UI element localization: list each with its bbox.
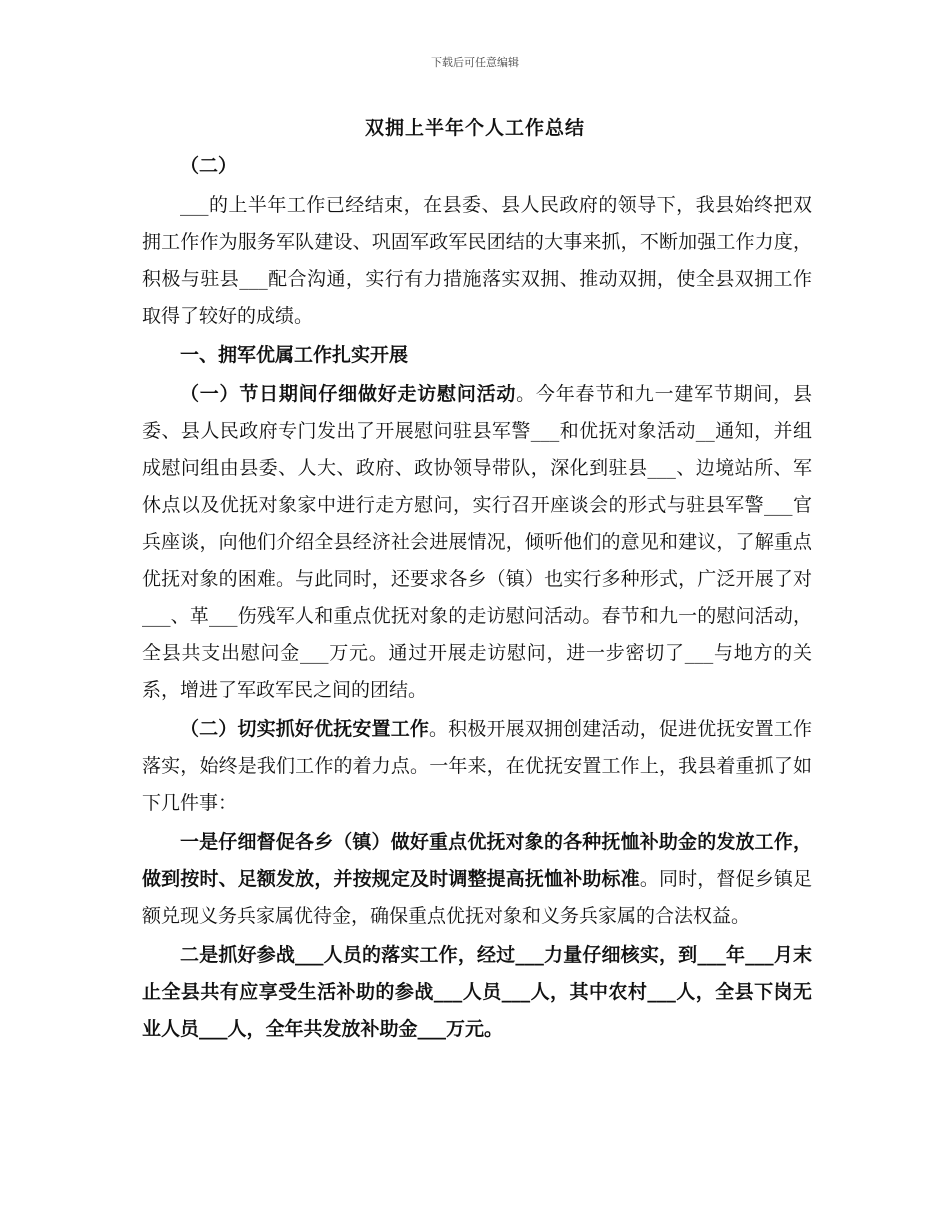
item-1-paragraph xyxy=(142,376,812,709)
item-2-paragraph xyxy=(142,711,812,822)
item-1-lead: （一）节日期间仔细做好走访慰问活动 xyxy=(180,383,517,405)
point-1-body: 。同时，督促乡镇足额兑现义务兵家属优待金，确保重点优抚对象和义务兵家属的合法权益。 xyxy=(142,868,812,927)
document-subtitle: （二） xyxy=(180,155,238,177)
point-2-paragraph: 二是抓好参战___人员的落实工作，经过___力量仔细核实，到___年___月末止全县共有应享受生活补助的参战___人员___人，其中农村___人，全县下岗无业人员___人，全年共发放补助金___万元。 xyxy=(142,944,812,1040)
document-body xyxy=(142,148,812,1048)
document-title: 双拥上半年个人工作总结 xyxy=(364,117,585,139)
page-header-note: 下载后可任意编辑 xyxy=(431,56,519,69)
item-2-body: 。积极开展双拥创建活动，促进优抚安置工作落实，始终是我们工作的着力点。一年来，在优抚安置工作上，我县着重抓了如下几件事： xyxy=(142,718,812,814)
point-1-lead: 一是仔细督促各乡（镇）做好重点优抚对象的各种抚恤补助金的发放工作，做到按时、足额发放，并按规定及时调整提高抚恤补助标准 xyxy=(142,831,812,890)
point-1-paragraph xyxy=(142,824,812,935)
intro-paragraph: ___的上半年工作已经结束，在县委、县人民政府的领导下，我县始终把双拥工作作为服务军队建设、巩固军政军民团结的大事来抓，不断加强工作力度，积极与驻县___配合沟通，实行有力措施落实双拥、推动双拥，使全县双拥工作取得了较好的成绩。 xyxy=(142,194,812,327)
section-heading: 一、拥军优属工作扎实开展 xyxy=(180,344,409,366)
item-1-body: 。今年春节和九一建军节期间，县委、县人民政府专门发出了开展慰问驻县军警___和优抚对象活动__通知，并组成慰问组由县委、人大、政府、政协领导带队，深化到驻县___、边境站所、军休点以及优抚对象家中进行走方慰问，实行召开座谈会的形式与驻县军警___官兵座谈，向他们介绍全县经济社会进展情况，倾听他们的意见和建议，了解重点优抚对象的困难。与此同时，还要求各乡（镇）也实行多种形式，广泛开展了对___、革___伤残军人和重点优抚对象的走访慰问活动。春节和九一的慰问活动，全县共支出慰问金___万元。通过开展走访慰问，进一步密切了___与地方的关系，增进了军政军民之间的团结。 xyxy=(142,383,812,701)
item-2-lead: （二）切实抓好优抚安置工作 xyxy=(180,718,430,740)
